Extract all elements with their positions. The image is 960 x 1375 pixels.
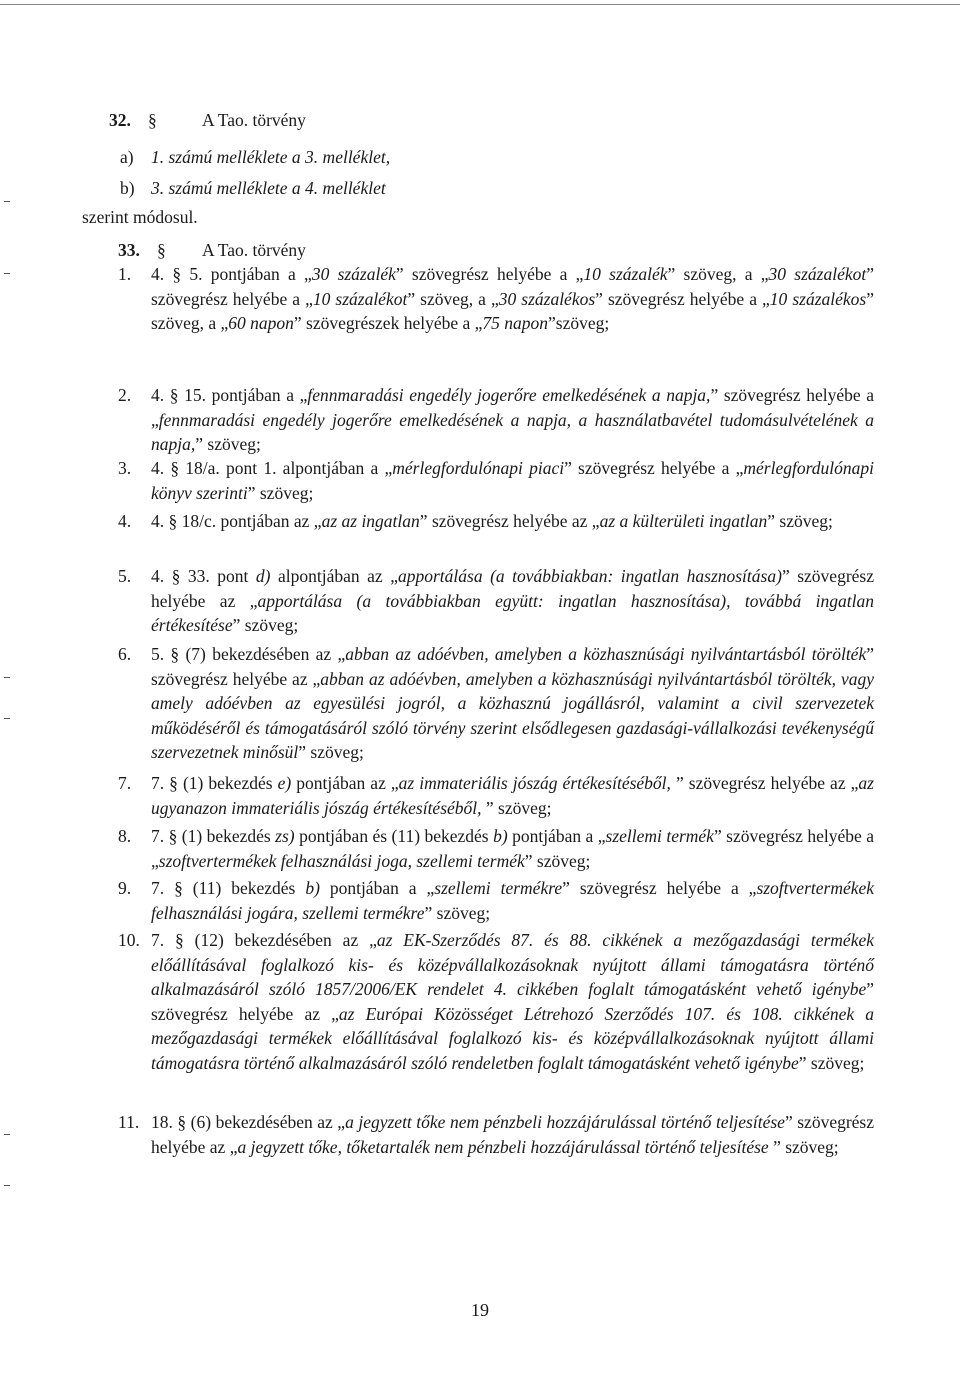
margin-mark bbox=[4, 677, 10, 678]
section-33-number: 33. bbox=[118, 240, 140, 260]
item-number: 2. bbox=[118, 385, 132, 405]
item-text: 7. § (12) bekezdésében az „az EK-Szerződés 87. és 88. cikkének a mezőgazdasági termékek előállításával foglalkozó kis- és középvállalkozásoknak nyújtott állami támogatásra történő alkalmazásáról szóló 1857/2006/EK rendelet 4. cikkében foglalt támogatásként vehető igénybe” szövegrész helyébe az „az Európai Közösséget Létrehozó Szerződés 107. és 108. cikkének a mezőgazdasági termékek előállításával foglalkozó kis- és középvállalkozásoknak nyújtott állami támogatásra történő alkalmazásáról szóló rendeletben foglalt támogatásként vehető igénybe” szöveg; bbox=[151, 930, 875, 1073]
section-32-footer: szerint módosul. bbox=[82, 207, 198, 227]
item-text: 7. § (11) bekezdés b) pontjában a „szellemi termékre” szövegrész helyébe a „szoftvertermékek felhasználási jogára, szellemi termékre” szöveg; bbox=[151, 878, 875, 923]
section-33-title: A Tao. törvény bbox=[202, 240, 306, 260]
margin-mark bbox=[4, 273, 10, 274]
item-text: 5. § (7) bekezdésében az „abban az adóévben, amelyben a közhasznúsági nyilvántartásból törölték” szövegrész helyébe az „abban az adóévben, amelyben a közhasznúsági nyilvántartásból törölték, vagy amely adóévben az egyesülési jogról, a közhasznú jogállásról, valamint a civil szervezetek működéséről és támogatásáról szóló törvény szerint elsődlegesen gazdasági-vállalkozási tevékenységű szervezetnek minősül” szöveg; bbox=[151, 644, 875, 762]
item-text: 4. § 18/c. pontjában az „az az ingatlan” szövegrész helyébe az „az a külterületi ingatlan” szöveg; bbox=[151, 511, 833, 531]
item-number: 3. bbox=[118, 458, 132, 478]
item-number: 8. bbox=[118, 826, 132, 846]
list-item-b: 3. számú melléklete a 4. melléklet bbox=[151, 178, 386, 198]
item-text: 4. § 18/a. pont 1. alpontjában a „mérlegfordulónapi piaci” szövegrész helyébe a „mérlegfordulónapi könyv szerinti” szöveg; bbox=[151, 458, 874, 503]
margin-mark bbox=[4, 1185, 10, 1186]
item-number: 5. bbox=[118, 566, 132, 586]
item-text: 7. § (1) bekezdés zs) pontjában és (11) bekezdés b) pontjában a „szellemi termék” szövegrész helyébe a „szoftvertermékek felhasználási joga, szellemi termék” szöveg; bbox=[151, 826, 874, 871]
section-32-number: 32. bbox=[109, 110, 131, 130]
item-text: 4. § 5. pontjában a „30 százalék” szövegrész helyébe a „10 százalék” szöveg, a „30 százalékot” szövegrész helyébe a „10 százalékot” szöveg, a „30 százalékos” szövegrész helyébe a „10 százalékos” szöveg, a „60 napon” szövegrészek helyébe a „75 napon”szöveg; bbox=[151, 264, 875, 333]
item-number: 7. bbox=[118, 773, 132, 793]
item-text: 4. § 33. pont d) alpontjában az „apportálása (a továbbiakban: ingatlan hasznosítása)” szövegrész helyébe az „apportálása (a továbbiakban együtt: ingatlan hasznosítása), továbbá ingatlan értékesítése” szöveg; bbox=[151, 566, 874, 635]
list-label-b: b) bbox=[120, 178, 135, 198]
list-label-a: a) bbox=[120, 147, 134, 167]
item-text: 7. § (1) bekezdés e) pontjában az „az immateriális jószág értékesítéséből, ” szövegrész helyébe az „az ugyanazon immateriális jószág értékesítéséből, ” szöveg; bbox=[151, 773, 874, 818]
item-number: 4. bbox=[118, 511, 132, 531]
page-number: 19 bbox=[471, 1300, 489, 1320]
item-number: 9. bbox=[118, 878, 132, 898]
margin-mark bbox=[4, 1134, 10, 1135]
item-text: 18. § (6) bekezdésében az „a jegyzett tőke nem pénzbeli hozzájárulással történő teljesítése” szövegrész helyébe az „a jegyzett tőke, tőketartalék nem pénzbeli hozzájárulással történő teljesítése ” szöveg; bbox=[151, 1112, 875, 1157]
section-sign: § bbox=[148, 110, 157, 130]
item-number: 6. bbox=[118, 644, 132, 664]
list-item-a: 1. számú melléklete a 3. melléklet, bbox=[151, 147, 391, 167]
item-number: 11. bbox=[118, 1112, 140, 1132]
margin-mark bbox=[4, 718, 10, 719]
section-sign: § bbox=[157, 240, 166, 260]
margin-mark bbox=[4, 201, 10, 202]
item-number: 10. bbox=[118, 930, 140, 950]
item-text: 4. § 15. pontjában a „fennmaradási engedély jogerőre emelkedésének a napja,” szövegrész helyébe a „fennmaradási engedély jogerőre emelkedésének a napja, a használatbavétel tudomásulvételének a napja,” szöveg; bbox=[151, 385, 874, 454]
section-32-title: A Tao. törvény bbox=[202, 110, 306, 130]
item-number: 1. bbox=[118, 264, 132, 284]
